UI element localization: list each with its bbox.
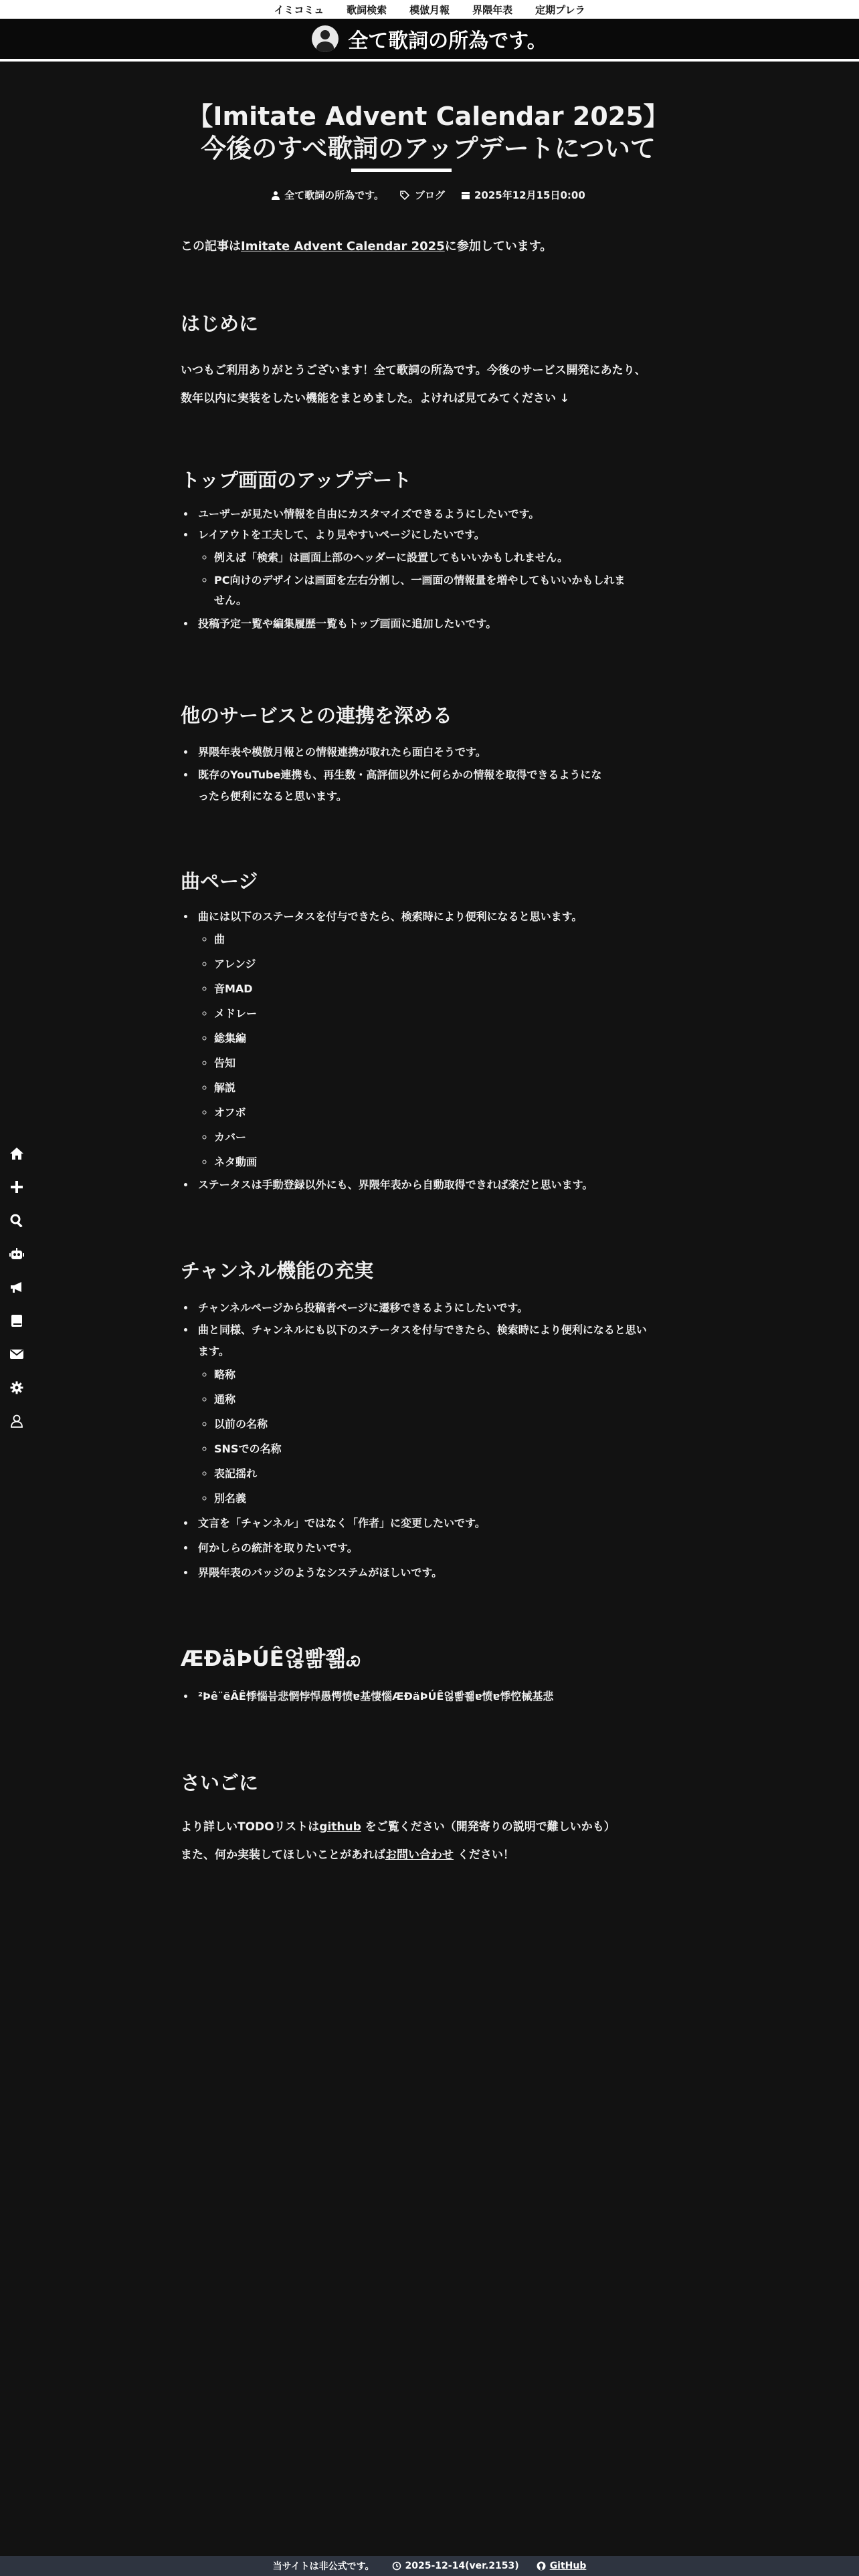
tags-icon [400, 191, 411, 200]
sub-list [198, 545, 689, 611]
heading-garbled: ÆĐäÞÚÊ얺빪쫾ꮿ [181, 1646, 361, 1671]
garbled-list [181, 1686, 689, 1707]
nav-imicomu[interactable]: イミコミュ [274, 3, 324, 16]
search-icon[interactable] [8, 1212, 25, 1229]
text: また、何か実装してほしいことがあれば [181, 1848, 385, 1862]
status-item: ◦ 曲 [214, 927, 689, 952]
gear-icon[interactable] [8, 1379, 25, 1396]
list-item [195, 764, 689, 807]
title-underline [351, 169, 452, 172]
list-item-text: レイアウトを工夫して、より見やすいページにしたいです。 [198, 528, 485, 541]
unofficial-notice: 当サイトは非公式です。 [272, 2561, 375, 2572]
category-label: ブログ [414, 189, 445, 201]
list-item: • 何かしらの統計を取りたいです。 [195, 1535, 689, 1560]
status-item: ◦ SNSでの名称 [214, 1436, 689, 1461]
version-text: 2025-12-14(ver.2153) [405, 2561, 519, 2571]
heading-saigoni: さいごに [181, 1772, 259, 1794]
list-item-text: 曲には以下のステータスを付与できたら、検索時により便利になると思います。 [198, 910, 583, 923]
github-footer-text[interactable]: GitHub [549, 2561, 587, 2571]
mail-icon[interactable] [8, 1346, 25, 1363]
nav-lyrics-search[interactable]: 歌詞検索 [347, 3, 387, 16]
list-item: • 界隈年表のバッジのようなシステムがほしいです。 [195, 1560, 689, 1585]
sub-item-text-cont: せん。 [214, 594, 247, 607]
heading-hajimeni: はじめに [181, 312, 259, 335]
list-item-text: 曲と同様、チャンネルにも以下のステータスを付与できたら、検索時により便利になると思い [198, 1323, 647, 1336]
sub-item: ◦ 例えば「検索」は画面上部のヘッダーに設置してもいいかもしれません。 [214, 545, 689, 570]
section-top-page [181, 465, 689, 634]
status-item: ◦ 表記揺れ [214, 1461, 689, 1486]
status-item: ◦ ネタ動画 [214, 1150, 689, 1174]
list-item: • 文言を「チャンネル」ではなく「作者」に変更したいです。 [195, 1511, 689, 1535]
status-item: ◦ 通称 [214, 1387, 689, 1412]
robot-icon[interactable] [8, 1245, 25, 1263]
history-icon [392, 2561, 401, 2571]
version-info[interactable] [392, 2561, 519, 2571]
status-item: ◦ メドレー [214, 1001, 689, 1026]
github-icon [537, 2561, 546, 2571]
section-saigoni [181, 1768, 689, 1869]
heading-channel: チャンネル機能の充実 [181, 1259, 374, 1282]
status-item: ◦ 総集編 [214, 1026, 689, 1051]
list-item-text-cont: ったら便利になると思います。 [198, 790, 347, 802]
meta-author[interactable] [271, 188, 384, 202]
site-footer [0, 2556, 859, 2576]
status-item: ◦ 解説 [214, 1075, 689, 1100]
sub-item-text: PC向けのデザインは画面を左右分割し、一画面の情報量を増やしてもいいかもしれま [214, 574, 626, 586]
megaphone-icon[interactable] [8, 1279, 25, 1296]
text: ください！ [454, 1848, 514, 1862]
heading-other-services: 他のサービスとの連携を深める [181, 704, 453, 727]
intro-text [181, 237, 676, 254]
text: をご覧ください（開発寄りの説明で難しいかも） [361, 1820, 615, 1834]
title-line-1: 【Imitate Advent Calendar 2025】 [187, 102, 669, 131]
song-status-list [198, 927, 689, 1174]
article-title [181, 100, 676, 165]
status-item: ◦ 音MAD [214, 976, 689, 1001]
top-page-list [181, 504, 689, 634]
meta-category[interactable] [400, 188, 445, 202]
status-item: ◦ 略称 [214, 1362, 689, 1387]
other-services-list [181, 740, 689, 807]
meta-date [461, 188, 585, 202]
user-icon[interactable] [8, 1412, 25, 1430]
status-item: ◦ 別名義 [214, 1486, 689, 1511]
plus-icon[interactable] [8, 1178, 25, 1196]
status-item: ◦ アレンジ [214, 952, 689, 976]
song-page-list [181, 906, 689, 1195]
intro-post: に参加しています。 [444, 239, 553, 253]
site-header [0, 19, 859, 62]
author-name: 全て歌詞の所為です。 [284, 189, 384, 201]
section-garbled [181, 1642, 689, 1707]
saigoni-line-2 [181, 1841, 689, 1869]
section-other-services [181, 701, 689, 807]
list-item [195, 1319, 689, 1511]
channel-status-list [198, 1362, 689, 1511]
site-logo[interactable] [312, 25, 339, 52]
article-header [181, 100, 676, 254]
home-icon[interactable] [8, 1145, 25, 1162]
list-item-text: 既存のYouTube連携も、再生数・高評価以外に何らかの情報を取得できるようにな [198, 768, 602, 781]
post-date: 2025年12月15日0:00 [474, 189, 585, 201]
hajimeni-line-1: いつもご利用ありがとうございます！全て歌詞の所為です。今後のサービス開発にあたり、 [181, 364, 646, 377]
calendar-icon [461, 191, 470, 200]
list-item [195, 906, 689, 1174]
list-item-text-cont: ます。 [198, 1345, 229, 1358]
list-item: • ²Þê¨ëÂÊ悸惱븜悲惘悖悍愚愕愤ɐ基悽惱ÆĐäÞÚÊ얺빪쫾ɐ愤ɐ悸悾械基悲 [195, 1686, 689, 1707]
sub-item [214, 570, 689, 611]
status-item: ◦ 告知 [214, 1051, 689, 1075]
article-meta [181, 188, 676, 202]
github-footer-link[interactable] [537, 2561, 587, 2571]
heading-top-page: トップ画面のアップデート [181, 469, 412, 492]
list-item: • ステータスは手動登録以外にも、界隈年表から自動取得できれば楽だと思います。 [195, 1174, 689, 1195]
status-item: ◦ オフボ [214, 1100, 689, 1125]
status-item: ◦ 以前の名称 [214, 1412, 689, 1436]
channel-list [181, 1297, 689, 1585]
intro-pre: この記事は [181, 239, 241, 253]
status-item: ◦ カバー [214, 1125, 689, 1150]
text: より詳しいTODOリストは [181, 1820, 320, 1834]
section-hajimeni [181, 309, 689, 413]
nav-kaiwai-nenpyo[interactable]: 界隈年表 [472, 3, 513, 16]
contact-link[interactable]: お問い合わせ [385, 1848, 454, 1862]
section-channel [181, 1256, 689, 1585]
nav-teiki-purera[interactable]: 定期プレラ [535, 3, 585, 16]
list-item: • 投稿予定一覧や編集履歴一覧もトップ画面に追加したいです。 [195, 613, 689, 634]
left-sidebar [5, 1145, 28, 1430]
nav-mohou-geppo[interactable]: 模倣月報 [409, 3, 450, 16]
list-item: • ユーザーが見たい情報を自由にカスタマイズできるようにしたいです。 [195, 504, 689, 524]
saigoni-line-1 [181, 1813, 689, 1841]
book-icon[interactable] [8, 1312, 25, 1329]
list-item: • 界隈年表や模倣月報との情報連携が取れたら面白そうです。 [195, 740, 689, 764]
section-song-page [181, 867, 689, 1195]
advent-calendar-link[interactable]: Imitate Advent Calendar 2025 [241, 239, 445, 253]
heading-song-page: 曲ページ [181, 870, 258, 893]
site-name[interactable]: 全て歌詞の所為です。 [348, 29, 547, 53]
user-icon [271, 191, 280, 200]
title-line-2: 今後のすべ歌詞のアップデートについて [201, 134, 656, 163]
list-item: • チャンネルページから投稿者ページに遷移できるようにしたいです。 [195, 1297, 689, 1319]
hajimeni-line-2: 数年以内に実装をしたい機能をまとめました。よければ見てみてください ↓ [181, 392, 570, 405]
github-link[interactable]: github [319, 1820, 361, 1834]
list-item [195, 524, 689, 611]
top-nav [0, 0, 859, 19]
